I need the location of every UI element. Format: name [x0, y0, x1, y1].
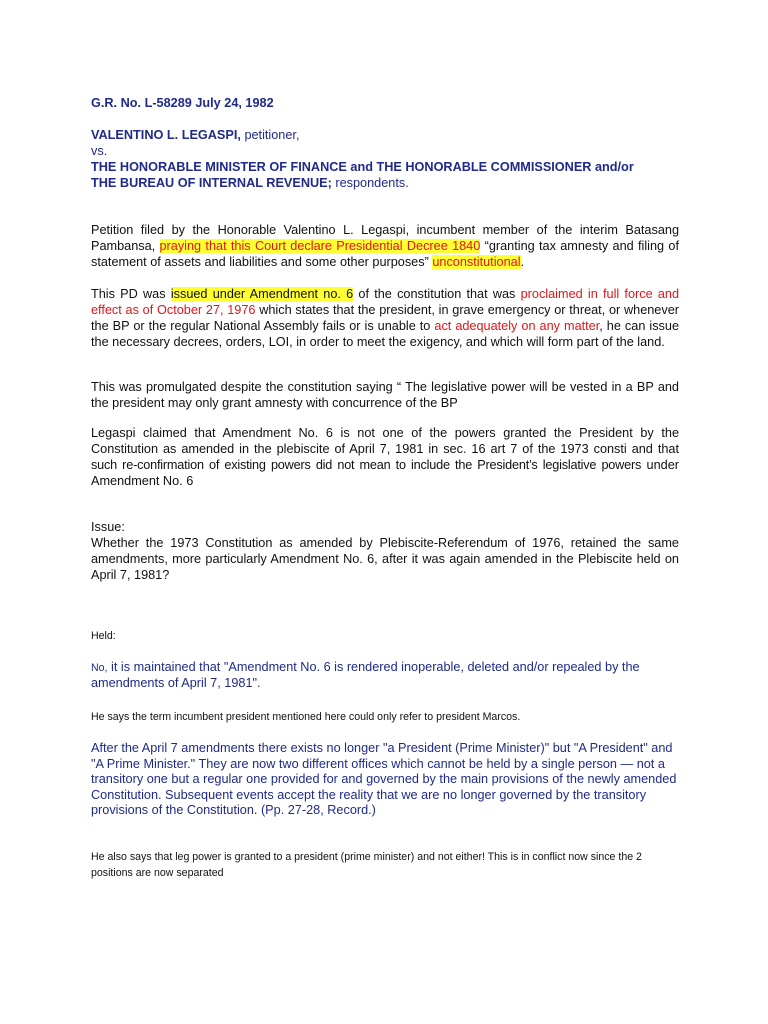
petitioner-line — [91, 127, 679, 143]
paragraph-promulgated: This was promulgated despite the constitution saying “ The legislative power will be vested in a BP and the president may only grant amnesty with concurrence of the BP — [91, 380, 679, 410]
text-run: , he can issue the necessary decrees, orders, LOI, in order to meet the exigency, and which will form part of the land. — [91, 319, 680, 349]
text-run: under Amendment No. 6 — [91, 458, 679, 488]
note-incumbent-president: He says the term incumbent president mentioned here could only refer to president Marcos. — [91, 711, 521, 723]
text-run: . — [520, 255, 525, 269]
text-run: it is maintained that "Amendment No. 6 is rendered inoperable, deleted and/or repealed by the amendments of April 7, 1981". — [91, 660, 640, 690]
text-run: which states that the president, in grave emergency or threat, or whenever the BP or the regular National Assembly fails or is unable to — [91, 303, 679, 333]
respondents-name: THE BUREAU OF INTERNAL REVENUE; — [91, 176, 332, 190]
respondents-role: respondents. — [331, 176, 409, 190]
text-run: This PD was — [91, 287, 171, 301]
versus: vs. — [91, 144, 108, 158]
petitioner-name: VALENTINO L. LEGASPI, — [91, 128, 241, 142]
issue-label: Issue: — [91, 520, 125, 534]
respondents-line-2 — [91, 175, 679, 191]
text-run: “granting tax amnesty and filing of statement of assets and liabilities and some other purposes” — [91, 239, 679, 269]
highlight-run: praying that this Court declare Presidential Decree 1840 — [159, 239, 481, 253]
case-parties — [91, 127, 679, 191]
held-no: No, — [91, 662, 108, 674]
text-run: Petition filed by the Honorable Valentino L. Legaspi, incumbent member of the interim Batasang Pambansa, — [91, 223, 679, 253]
case-number: G.R. No. L-58289 July 24, 1982 — [91, 96, 274, 110]
held-text — [91, 660, 679, 692]
paragraph-petition — [91, 222, 679, 270]
text-run: Legaspi claimed that Amendment No. 6 is not one of the powers granted the President by the Constitution as amended in the plebiscite of April 7, 1981 in sec. 16 art 7 of the 1973 consti and that — [91, 426, 679, 456]
text-run: such re-confirmation of existing powers did not mean to include the President’s legislative powers — [91, 458, 642, 472]
respondents-line-1: THE HONORABLE MINISTER OF FINANCE and THE HONORABLE COMMISSIONER and/or — [91, 160, 634, 174]
red-text-run: act adequately on any matter — [434, 319, 600, 333]
text-run: of the constitution that was — [353, 287, 521, 301]
paragraph-pd — [91, 286, 679, 350]
paragraph-april-amendments: After the April 7 amendments there exists no longer "a President (Prime Minister)" but "A President" and "A Prime Minister." They are now two different offices which cannot be held by a single person — not a transitory one but a regular one provided for and governed by the main provisions of the newly amended Constitution. Subsequent events accept the reality that we are no longer governed by the transitory provisions of the Constitution. (Pp. 27-28, Record.) — [91, 741, 677, 817]
highlight-run: unconstitutional — [432, 255, 521, 269]
note-leg-power: He also says that leg power is granted to a president (prime minister) and not either! This is in conflict now since the 2 positions are now separated — [91, 851, 642, 879]
issue-text: Whether the 1973 Constitution as amended by Plebiscite-Referendum of 1976, retained the same amendments, more particularly Amendment No. 6, after it was again amended in the Plebiscite held on April 7, 1981? — [91, 536, 679, 582]
red-text-run: proclaimed in full force and effect as of October 27, 1976 — [91, 287, 680, 317]
highlight-run: issued under Amendment no. 6 — [170, 287, 354, 301]
petitioner-role: petitioner, — [240, 128, 300, 142]
paragraph-legaspi-claim — [91, 425, 679, 489]
held-label: Held: — [91, 630, 116, 642]
